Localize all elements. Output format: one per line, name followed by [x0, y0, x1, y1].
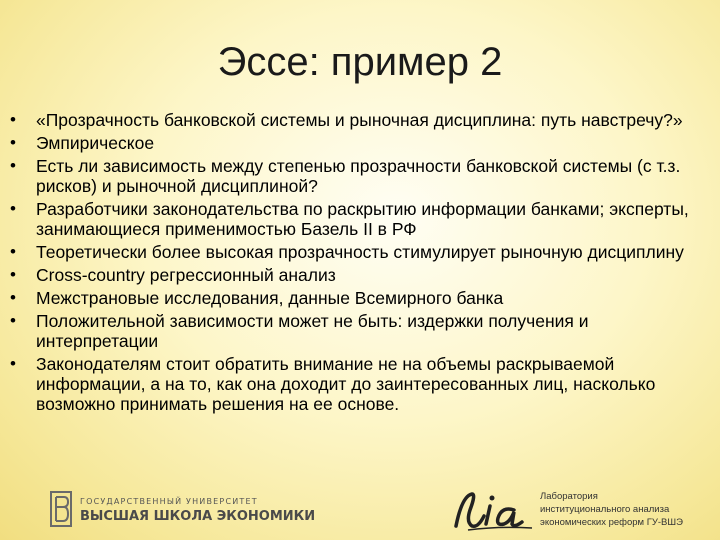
bullet-text: Эмпирическое	[36, 133, 155, 153]
lab-caption-line: Лаборатория	[540, 491, 598, 502]
bullet-text: Cross-country регрессионный анализ	[36, 265, 336, 285]
bullet-icon: •	[10, 110, 16, 129]
bullet-icon: •	[10, 133, 16, 152]
bullet-text: Теоретически более высокая прозрачность стимулирует рыночную дисциплину	[36, 242, 684, 262]
bullet-text: Положительной зависимости может не быть: издержки получения и интерпретации	[36, 311, 589, 351]
list-item	[10, 110, 700, 130]
list-item	[10, 156, 700, 196]
list-item	[10, 311, 700, 351]
list-item	[10, 354, 700, 414]
lab-caption-line: экономических реформ ГУ-ВШЭ	[540, 517, 683, 528]
lab-caption	[540, 490, 683, 529]
hse-logo	[50, 491, 316, 531]
bullet-text: Разработчики законодательства по раскрытию информации банками; эксперты, занимающиеся применимостью Базель II в РФ	[36, 199, 689, 239]
bullet-icon: •	[10, 242, 16, 261]
list-item	[10, 199, 700, 239]
bullet-text: Межстрановые исследования, данные Всемирного банка	[36, 288, 504, 308]
list-item	[10, 133, 700, 153]
bullet-text: Законодателям стоит обратить внимание не на объемы раскрываемой информации, а на то, как она доходит до заинтересованных лиц, насколько возможно принимать решения на ее основе.	[36, 354, 656, 414]
bullet-icon: •	[10, 311, 16, 330]
list-item	[10, 288, 700, 308]
bullet-icon: •	[10, 156, 16, 175]
bullet-icon: •	[10, 354, 16, 373]
bullet-list	[10, 110, 700, 417]
hse-subtitle: ГОСУДАРСТВЕННЫЙ УНИВЕРСИТЕТ	[80, 497, 258, 506]
bullet-icon: •	[10, 288, 16, 307]
bullet-text: Есть ли зависимость между степенью прозрачности банковской системы (с т.з. рисков) и рыночной дисциплиной?	[36, 156, 681, 196]
slide-title: Эссе: пример 2	[217, 40, 503, 84]
bullet-icon: •	[10, 265, 16, 284]
bullet-icon: •	[10, 199, 16, 218]
lab-caption-line: институционального анализа	[540, 504, 670, 515]
lia-logo-icon	[448, 486, 538, 534]
hse-emblem-icon	[50, 491, 72, 527]
bullet-text: «Прозрачность банковской системы и рыночная дисциплина: путь навстречу?»	[36, 110, 683, 130]
hse-title: ВЫСШАЯ ШКОЛА ЭКОНОМИКИ	[80, 509, 316, 524]
list-item	[10, 242, 700, 262]
list-item	[10, 265, 700, 285]
